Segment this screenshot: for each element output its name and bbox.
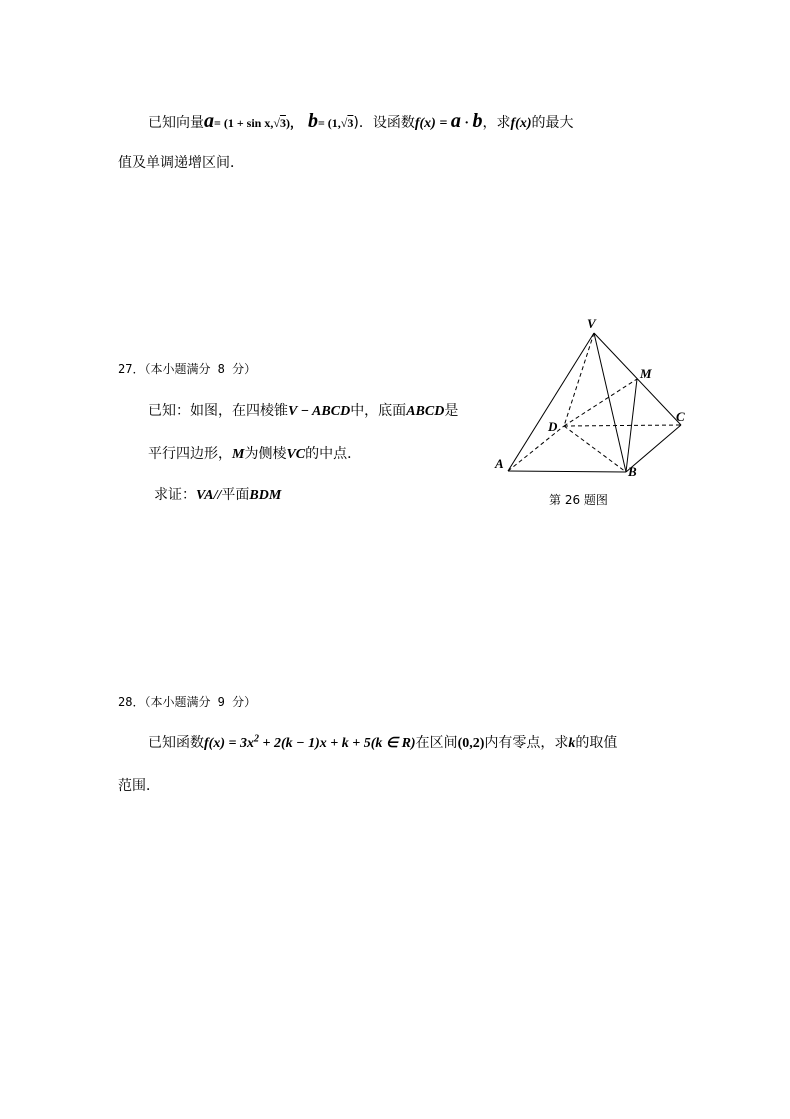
- q26-line2: 值及单调递增区间．: [118, 155, 244, 171]
- q26-line1: [148, 110, 574, 133]
- label-c: C: [676, 409, 685, 424]
- q27-line3: 求证：VA//平面BDM: [154, 487, 282, 503]
- q27-header: 27．（本小题满分 8 分）: [118, 362, 257, 376]
- edge-ab: [508, 471, 626, 472]
- vector-b-value: = (1,√3: [317, 116, 354, 130]
- pyramid-name: V − ABCD: [288, 404, 351, 419]
- q26-text: 的最大: [531, 115, 574, 131]
- variable-k: k: [568, 736, 576, 751]
- label-a: A: [495, 456, 504, 471]
- edge-va: [508, 333, 594, 471]
- q28-line1: 已知函数$f(x) = 3x^2 + 2(k - 1)x + k + 5(k$ ∈ R)在区间(0,2)内有零点，求k的取值: [148, 733, 618, 751]
- edge-dc: [564, 425, 681, 426]
- function-fx: f(x) =: [414, 116, 451, 131]
- figure-caption: 第 26 题图: [549, 493, 608, 507]
- line-va: VA//: [196, 488, 222, 503]
- q26-text: 已知向量: [148, 115, 204, 131]
- pyramid-figure: [490, 315, 710, 515]
- q27-line1: 已知：如图，在四棱锥V − ABCD中，底面ABCD是: [148, 403, 459, 419]
- dot-operator: ·: [460, 116, 473, 131]
- point-m: M: [232, 447, 245, 462]
- segment-dm: [564, 379, 637, 426]
- edge-vb: [594, 333, 626, 472]
- vector-a: a: [204, 110, 214, 132]
- q27-line2: 平行四边形，M为侧棱VC的中点．: [148, 446, 362, 462]
- edge-vc: VC: [286, 447, 306, 462]
- edge-vd: [564, 333, 594, 426]
- label-v: V: [587, 316, 596, 331]
- label-d: D: [548, 419, 558, 434]
- q28-header: 28．（本小题满分 9 分）: [118, 695, 257, 709]
- plane-bdm: BDM: [249, 488, 282, 503]
- vector-b: b: [472, 110, 483, 132]
- q26-text: )．设函数: [353, 115, 415, 131]
- vector-b: b: [307, 110, 318, 132]
- q26-text: ，求: [482, 115, 511, 131]
- function-expression: $f(x) = 3x^2 + 2(k - 1)x + k + 5(k$ ∈ R): [204, 733, 416, 751]
- vector-a-value: = (1 + sin x,√3)，: [214, 116, 302, 130]
- base-name: ABCD: [406, 404, 445, 419]
- interval: (0,2): [457, 736, 485, 751]
- edge-vc: [594, 333, 681, 425]
- label-m: M: [640, 366, 652, 381]
- vector-a: a: [450, 110, 461, 132]
- function-fx: f(x): [510, 116, 532, 131]
- q28-line2: 范围．: [118, 778, 160, 794]
- label-b: B: [628, 464, 637, 479]
